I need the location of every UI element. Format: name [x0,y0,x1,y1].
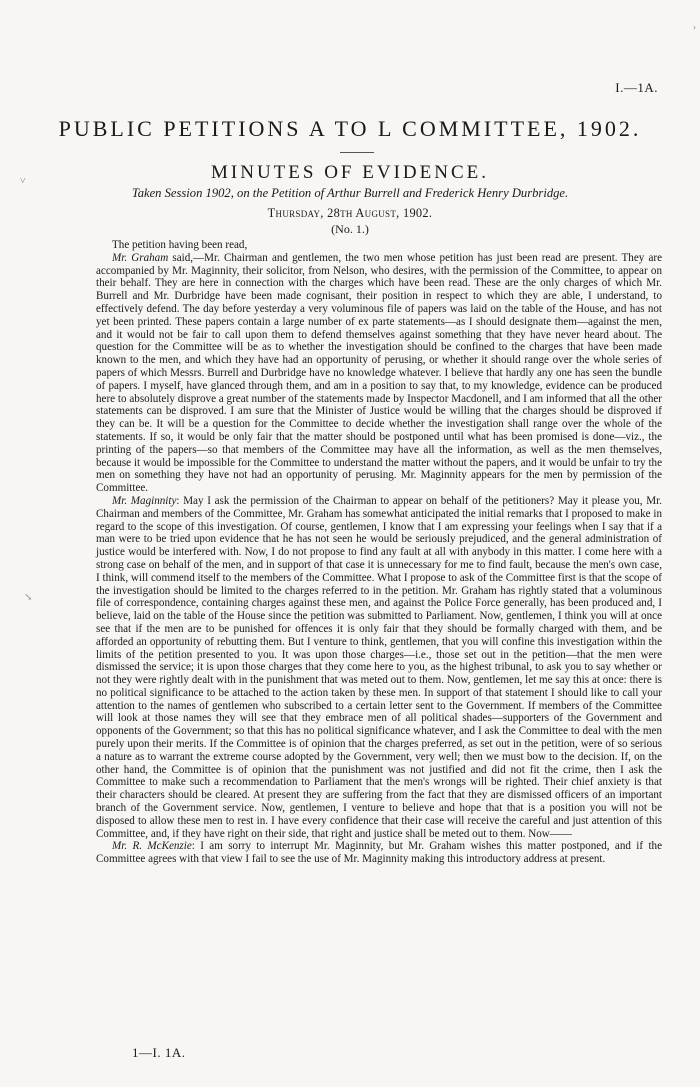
evidence-body [96,239,662,866]
speaker-name: Mr. Maginnity [112,494,177,507]
section-heading: MINUTES OF EVIDENCE. [211,162,489,183]
document-title: PUBLIC PETITIONS A TO L COMMITTEE, 1902. [58,116,642,141]
speaker-name: Mr. Graham [112,251,169,264]
paragraph-text: The petition having been read, [112,239,248,251]
paragraph-text: : I am sorry to interrupt Mr. Maginnity, but Mr. Graham wishes this matter postponed, and if the Committee agrees with that view I fail to see the use of Mr. Maginnity making this introductory address at present. [96,840,662,866]
speaker-name: Mr. R. McKenzie [112,840,192,853]
paragraph [96,495,662,841]
minute-number: (No. 1.) [331,222,369,236]
margin-mark: › [693,22,696,32]
date-line: Thursday, 28th August, 1902. [267,206,433,220]
margin-mark: ˅ [20,176,26,187]
paragraph-text: : May I ask the permission of the Chairman to appear on behalf of the petitioners? May it please you, Mr. Chairman and members of the Committee, Mr. Graham has somewhat anticipated the initial remarks that I proposed to make in regard to the scope of this investigation. Of course, gentlemen, I know that I am expressing your feelings when I say that if a man were to be tried upon evidence that he has not seen he would be seriously prejudiced, and the general administration of justice would be interfered with. Now, I do not propose to find any fault at all with anybody in this matter. I come here with a strong case on behalf of the men, and in support of that case it is unnecessary for me to find fault, because the men's own case, I think, will commend itself to the members of the Committee. What I propose to ask of the Committee first is that the scope of the investigation should be limited to the charges referred to in the petition. Mr. Graham has rightly stated that a voluminous file of correspondence, containing charges against these men, and against the Police Force generally, has been produced and, I believe, laid on the table of the House since the petition was submitted to Parliament. Now, gentlemen, I think you will at once see that if the men are to be punished for offences it is only fair that they should be formally charged with them, and be afforded an opportunity of rebutting them. But I venture to think, gentlemen, that you will confine this investigation within the limits of the petition presented to you. It was upon those charges—i.e., those set out in the petition—that the men were dismissed the service; it is upon those charges that they come here to you, as the highest tribunal, to ask you to say whether or not they were rightly dealt with in the punishment that was meted out to them. Now, gentlemen, let me say this at once: there is no political significance to be attached to the action taken by these men. In support of that statement I should like to call your attention to the names of gentlemen who subscribed to a certain letter sent to the Government. If members of the Committee will look at those names they will see that they embrace men of all political shades—supporters of the Government and opponents of the Government; so that this has no political significance whatever, and I ask the Committee to deal with the men purely upon their merits. If the Committee is of opinion that the charges preferred, as set out in the petition, were of so serious a nature as to warrant the extreme course adopted by the Government, very well; then we must bow to the decision. If, on the other hand, the Committee is of opinion that the punishment was not justified and did not fit the crime, then I ask the Committee to make such a recommendation to Parliament that the men's wrongs will be righted. Their chief anxiety is that their characters should be cleared. At present they are suffering from the fact that they are dismissed officers of an important branch of the Government service. Now, gentlemen, I venture to believe and hope that that is a position you will not be disposed to allow these men to rest in. I have every confidence that their case will receive the careful and just attention of this Committee, and, if they have right on their side, that right and justice shall be meted out to them. Now—— [96,494,662,840]
page-reference: I.—1A. [615,80,658,95]
page-footer: 1—I. 1A. [132,1045,186,1060]
title-divider [340,152,374,153]
paragraph-text: said,—Mr. Chairman and gentlemen, the two men whose petition has just been read are present. They are accompanied by Mr. Maginnity, their solicitor, from Nelson, who desires, with the permission of the Committee, to appear on their behalf. They are here in connection with the charges which have been read. These are the only charges of which Mr. Burrell and Mr. Durbridge have been made cognisant, their position in respect to which they are able, I understand, to effectively defend. The day before yesterday a very voluminous file of papers was laid on the table of the House, and has not yet been printed. These papers contain a large number of ex parte statements—as I should designate them—against the men, and it would not be fair to call upon them to defend themselves against something that they have never heard about. The question for the Committee will be as to whether the investigation should be confined to the charges that have been made known to the men, and which they have had an opportunity of perusing, or whether it should range over the whole series of papers of which Messrs. Burrell and Durbridge have no knowledge whatever. I believe that hardly any one has seen the bundle of papers. I myself, have glanced through them, and am in a position to say that, to my knowledge, evidence can be produced here to absolutely disprove a great number of the statements made by Inspector Macdonell, and I am informed that all the other statements can be disproved. I am sure that the Minister of Justice would be willing that the charges should be disproved if they can be. It will be a question for the Committee to decide whether the investigation shall range over the whole of the statements. If so, it would be only fair that the matter should be postponed until what has been promised is done—viz., the printing of the papers—so that members of the Committee may have all the information, as well as the men themselves, because it would be impossible for the Committee to understand the matter without the papers, and it would be unfair to try the men on something they have not had an opportunity of perusing. Mr. Maginnity appears for the men by permission of the Committee. [96,251,663,495]
session-line: Taken Session 1902, on the Petition of Arthur Burrell and Frederick Henry Durbridge. [131,186,569,200]
paragraph [96,252,662,495]
paragraph [96,840,662,866]
margin-mark: ↘ [24,592,33,603]
paragraph [96,239,662,252]
